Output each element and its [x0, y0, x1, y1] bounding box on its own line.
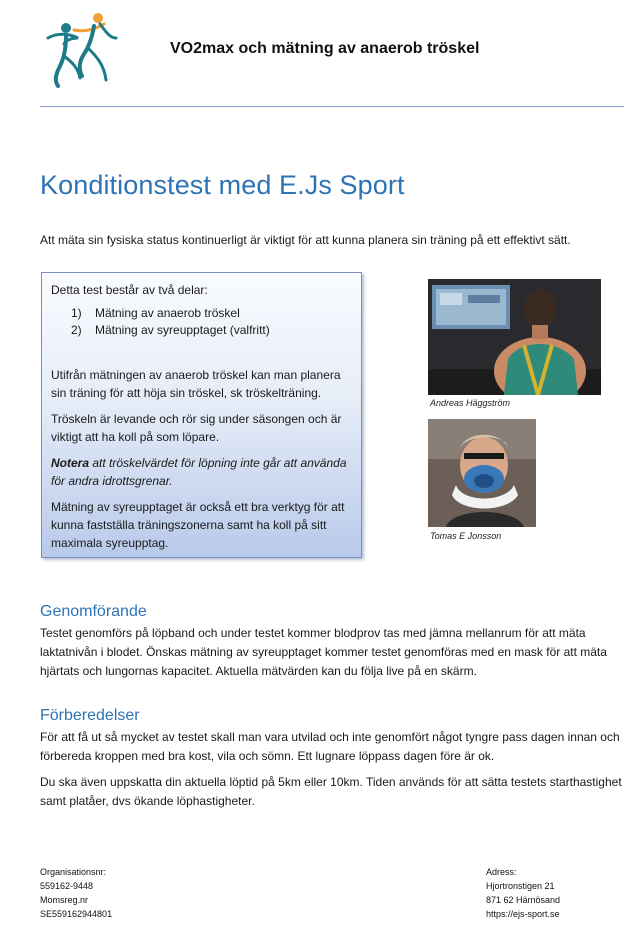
mask-test-photo: [428, 419, 536, 527]
list-item: [51, 322, 352, 339]
box-paragraph-season: Tröskeln är levande och rör sig under säsongen och är viktigt att ha koll på som löpare.: [51, 412, 342, 444]
footer-organisation: [40, 865, 112, 921]
paragraph-forberedelser-2: Du ska även uppskatta din aktuella löptid på 5km eller 10km. Tiden används för att sätta testets starthastighet samt platåer, dvs ökande löphastigheter.: [40, 775, 622, 808]
footer-website-link[interactable]: https://ejs-sport.se: [486, 909, 560, 919]
box-note: [51, 454, 352, 490]
info-box: [41, 272, 362, 558]
footer-line: SE559162944801: [40, 909, 113, 919]
list-text: Mätning av syreupptaget (valfritt): [95, 323, 270, 337]
list-item: [51, 305, 352, 322]
box-paragraph-vo2: Mätning av syreupptaget är också ett bra verktyg för att kunna fastställa träningszonerna samt ha koll på sitt maximala syreupptag.: [51, 500, 345, 550]
footer-line: Momsreg.nr: [40, 895, 89, 905]
photo-caption: Tomas E Jonsson: [430, 531, 502, 541]
note-label: Notera: [51, 456, 90, 470]
footer-address: [486, 865, 560, 921]
paragraph-forberedelser-1: För att få ut så mycket av testet skall man vara utvilad och inte genomfört något tyngre pass dagen innan och förbereda kroppen med bra kost, vila och sömn. Ett lugnare löppass dagen före är ok.: [40, 730, 620, 763]
footer-line: 559162-9448: [40, 881, 94, 891]
footer-line: 871 62 Härnösand: [486, 895, 561, 905]
footer-line: Organisationsnr:: [40, 867, 107, 877]
athlete-treadmill-photo: [428, 279, 601, 395]
list-number: 2): [71, 323, 82, 337]
list-text: Mätning av anaerob tröskel: [95, 306, 240, 320]
box-intro: Detta test består av två delar:: [51, 283, 208, 297]
header-divider: [40, 106, 624, 107]
page-title: Konditionstest med E.Js Sport: [40, 170, 405, 200]
footer-line: Adress:: [486, 867, 517, 877]
header-title: VO2max och mätning av anaerob tröskel: [170, 40, 480, 57]
logo-head-right: [93, 13, 103, 23]
section-heading-genomforande: Genomförande: [40, 603, 147, 620]
footer-line: Hjortronstigen 21: [486, 881, 555, 891]
intro-paragraph: Att mäta sin fysiska status kontinuerligt är viktigt för att kunna planera sin träning på ett effektivt sätt.: [40, 233, 571, 247]
note-text: att tröskelvärdet för löpning inte går att använda för andra idrottsgrenar.: [51, 456, 347, 488]
photo-caption: Andreas Häggström: [430, 398, 511, 408]
section-heading-forberedelser: Förberedelser: [40, 707, 140, 724]
box-paragraph-threshold: Utifrån mätningen av anaerob tröskel kan man planera sin träning för att höja sin tröskel, sk tröskelträning.: [51, 368, 341, 400]
list-number: 1): [71, 306, 82, 320]
paragraph-genomforande: Testet genomförs på löpband och under testet kommer blodprov tas med jämna mellanrum för att mäta laktatnivån i blodet. Önskas mätning av syreupptaget kommer testet genomföras med en mask för att mäta hjärtats och lungornas kapacitet. Aktuella mätvärden kan du följa live på en skärm.: [40, 626, 607, 678]
runner-figures-logo: [44, 8, 120, 88]
logo-head-left: [61, 23, 71, 33]
